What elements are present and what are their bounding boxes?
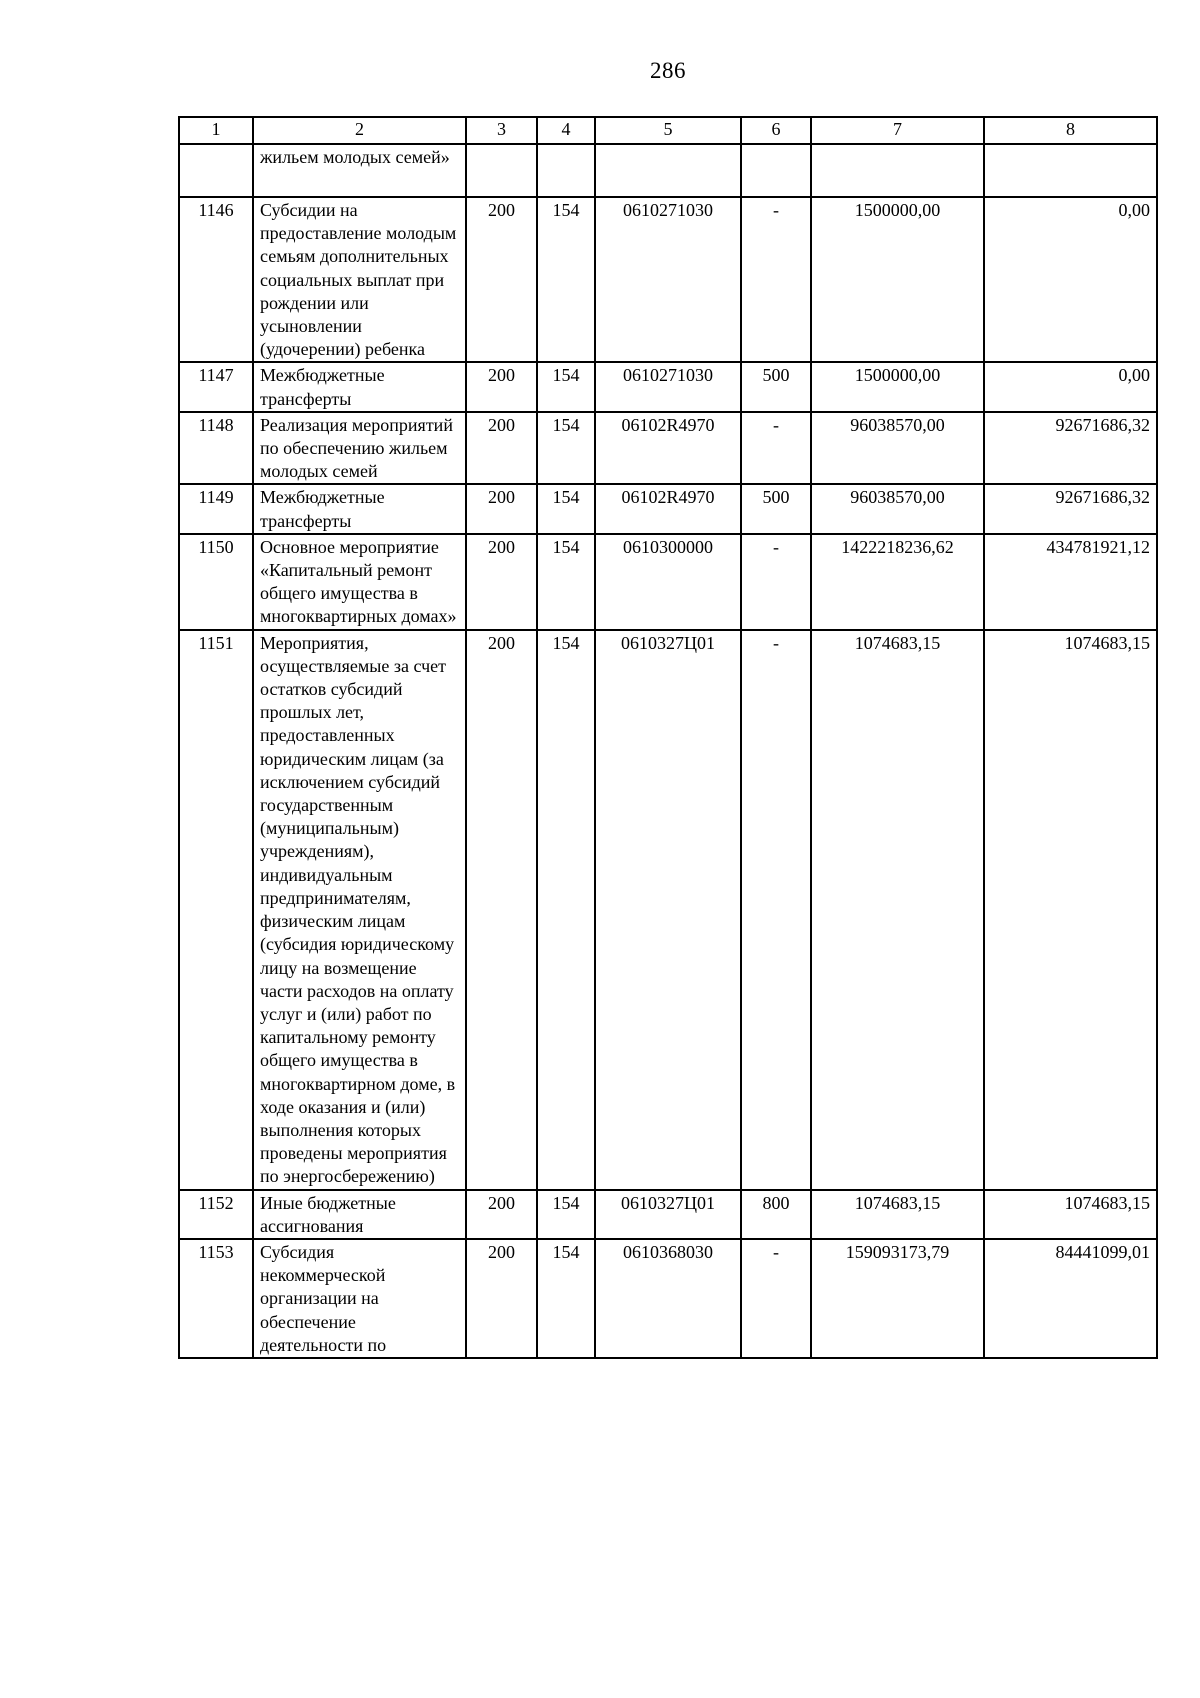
row-col-7: 96038570,00 [811,484,984,533]
row-number: 1149 [179,484,253,533]
table-body [179,144,1157,1358]
row-col-6: - [741,1239,811,1358]
header-col-5: 5 [595,117,741,144]
row-name: Основное мероприятие «Капитальный ремонт общего имущества в многоквартирных домах» [253,534,466,630]
row-number: 1150 [179,534,253,630]
row-col-4: 154 [537,362,595,411]
row-col-4: 154 [537,484,595,533]
table-row [179,197,1157,362]
header-col-3: 3 [466,117,537,144]
row-name: Межбюджетные трансферты [253,362,466,411]
row-number [179,144,253,197]
row-col-4 [537,144,595,197]
row-col-6: 500 [741,484,811,533]
row-col-7: 1074683,15 [811,1190,984,1239]
row-col-5 [595,144,741,197]
row-col-4: 154 [537,197,595,362]
row-col-4: 154 [537,1239,595,1358]
row-col-3: 200 [466,484,537,533]
row-name: Реализация мероприятий по обеспечению жильем молодых семей [253,412,466,485]
row-col-3: 200 [466,412,537,485]
row-number: 1152 [179,1190,253,1239]
row-col-5: 0610368030 [595,1239,741,1358]
row-number: 1153 [179,1239,253,1358]
header-col-4: 4 [537,117,595,144]
row-col-8: 0,00 [984,197,1157,362]
row-col-4: 154 [537,534,595,630]
row-col-7: 1500000,00 [811,362,984,411]
page-number: 286 [650,58,686,83]
row-col-7: 159093173,79 [811,1239,984,1358]
row-number: 1147 [179,362,253,411]
row-col-6: 800 [741,1190,811,1239]
row-col-5: 0610327Ц01 [595,630,741,1190]
table-row [179,412,1157,485]
table-row [179,534,1157,630]
row-col-3: 200 [466,630,537,1190]
row-col-5: 0610271030 [595,197,741,362]
row-col-5: 06102R4970 [595,412,741,485]
row-col-6: - [741,197,811,362]
row-number: 1146 [179,197,253,362]
row-col-8: 434781921,12 [984,534,1157,630]
row-col-4: 154 [537,630,595,1190]
row-col-5: 0610271030 [595,362,741,411]
row-col-6: - [741,630,811,1190]
table-row [179,1239,1157,1358]
row-col-8: 92671686,32 [984,412,1157,485]
header-col-7: 7 [811,117,984,144]
row-col-8: 0,00 [984,362,1157,411]
row-col-8: 92671686,32 [984,484,1157,533]
row-col-8: 1074683,15 [984,1190,1157,1239]
row-col-3: 200 [466,1190,537,1239]
row-col-8: 1074683,15 [984,630,1157,1190]
row-col-8: 84441099,01 [984,1239,1157,1358]
row-name: Иные бюджетные ассигнования [253,1190,466,1239]
row-col-7: 1422218236,62 [811,534,984,630]
header-col-1: 1 [179,117,253,144]
budget-table [178,116,1158,1359]
continuation-row [179,144,1157,197]
row-col-3 [466,144,537,197]
row-col-4: 154 [537,1190,595,1239]
row-name: Мероприятия, осуществляемые за счет остатков субсидий прошлых лет, предоставленных юридическим лицам (за исключением субсидий государственным (муниципальным) учреждениям), индивидуальным предпринимателям, физическим лицам (субсидия юридическому лицу на возмещение части расходов на оплату услуг и (или) работ по капитальному ремонту общего имущества в многоквартирном доме, в ходе оказания и (или) выполнения которых проведены мероприятия по энергосбережению) [253,630,466,1190]
row-name: Субсидии на предоставление молодым семьям дополнительных социальных выплат при рождении или усыновлении (удочерении) ребенка [253,197,466,362]
table-row [179,630,1157,1190]
row-col-3: 200 [466,1239,537,1358]
row-col-3: 200 [466,534,537,630]
row-col-6 [741,144,811,197]
table-header [179,117,1157,144]
row-col-4: 154 [537,412,595,485]
row-col-7: 1074683,15 [811,630,984,1190]
row-col-5: 0610327Ц01 [595,1190,741,1239]
table-row [179,362,1157,411]
header-col-8: 8 [984,117,1157,144]
row-col-5: 0610300000 [595,534,741,630]
row-col-7 [811,144,984,197]
row-name: жильем молодых семей» [253,144,466,197]
row-col-7: 96038570,00 [811,412,984,485]
header-col-6: 6 [741,117,811,144]
header-row [179,117,1157,144]
row-col-8 [984,144,1157,197]
row-number: 1148 [179,412,253,485]
row-col-7: 1500000,00 [811,197,984,362]
row-col-5: 06102R4970 [595,484,741,533]
row-col-6: - [741,534,811,630]
row-col-3: 200 [466,362,537,411]
row-name: Субсидия некоммерческой организации на обеспечение деятельности по [253,1239,466,1358]
header-col-2: 2 [253,117,466,144]
row-col-6: 500 [741,362,811,411]
row-col-3: 200 [466,197,537,362]
table-row [179,484,1157,533]
row-number: 1151 [179,630,253,1190]
table-row [179,1190,1157,1239]
row-col-6: - [741,412,811,485]
row-name: Межбюджетные трансферты [253,484,466,533]
